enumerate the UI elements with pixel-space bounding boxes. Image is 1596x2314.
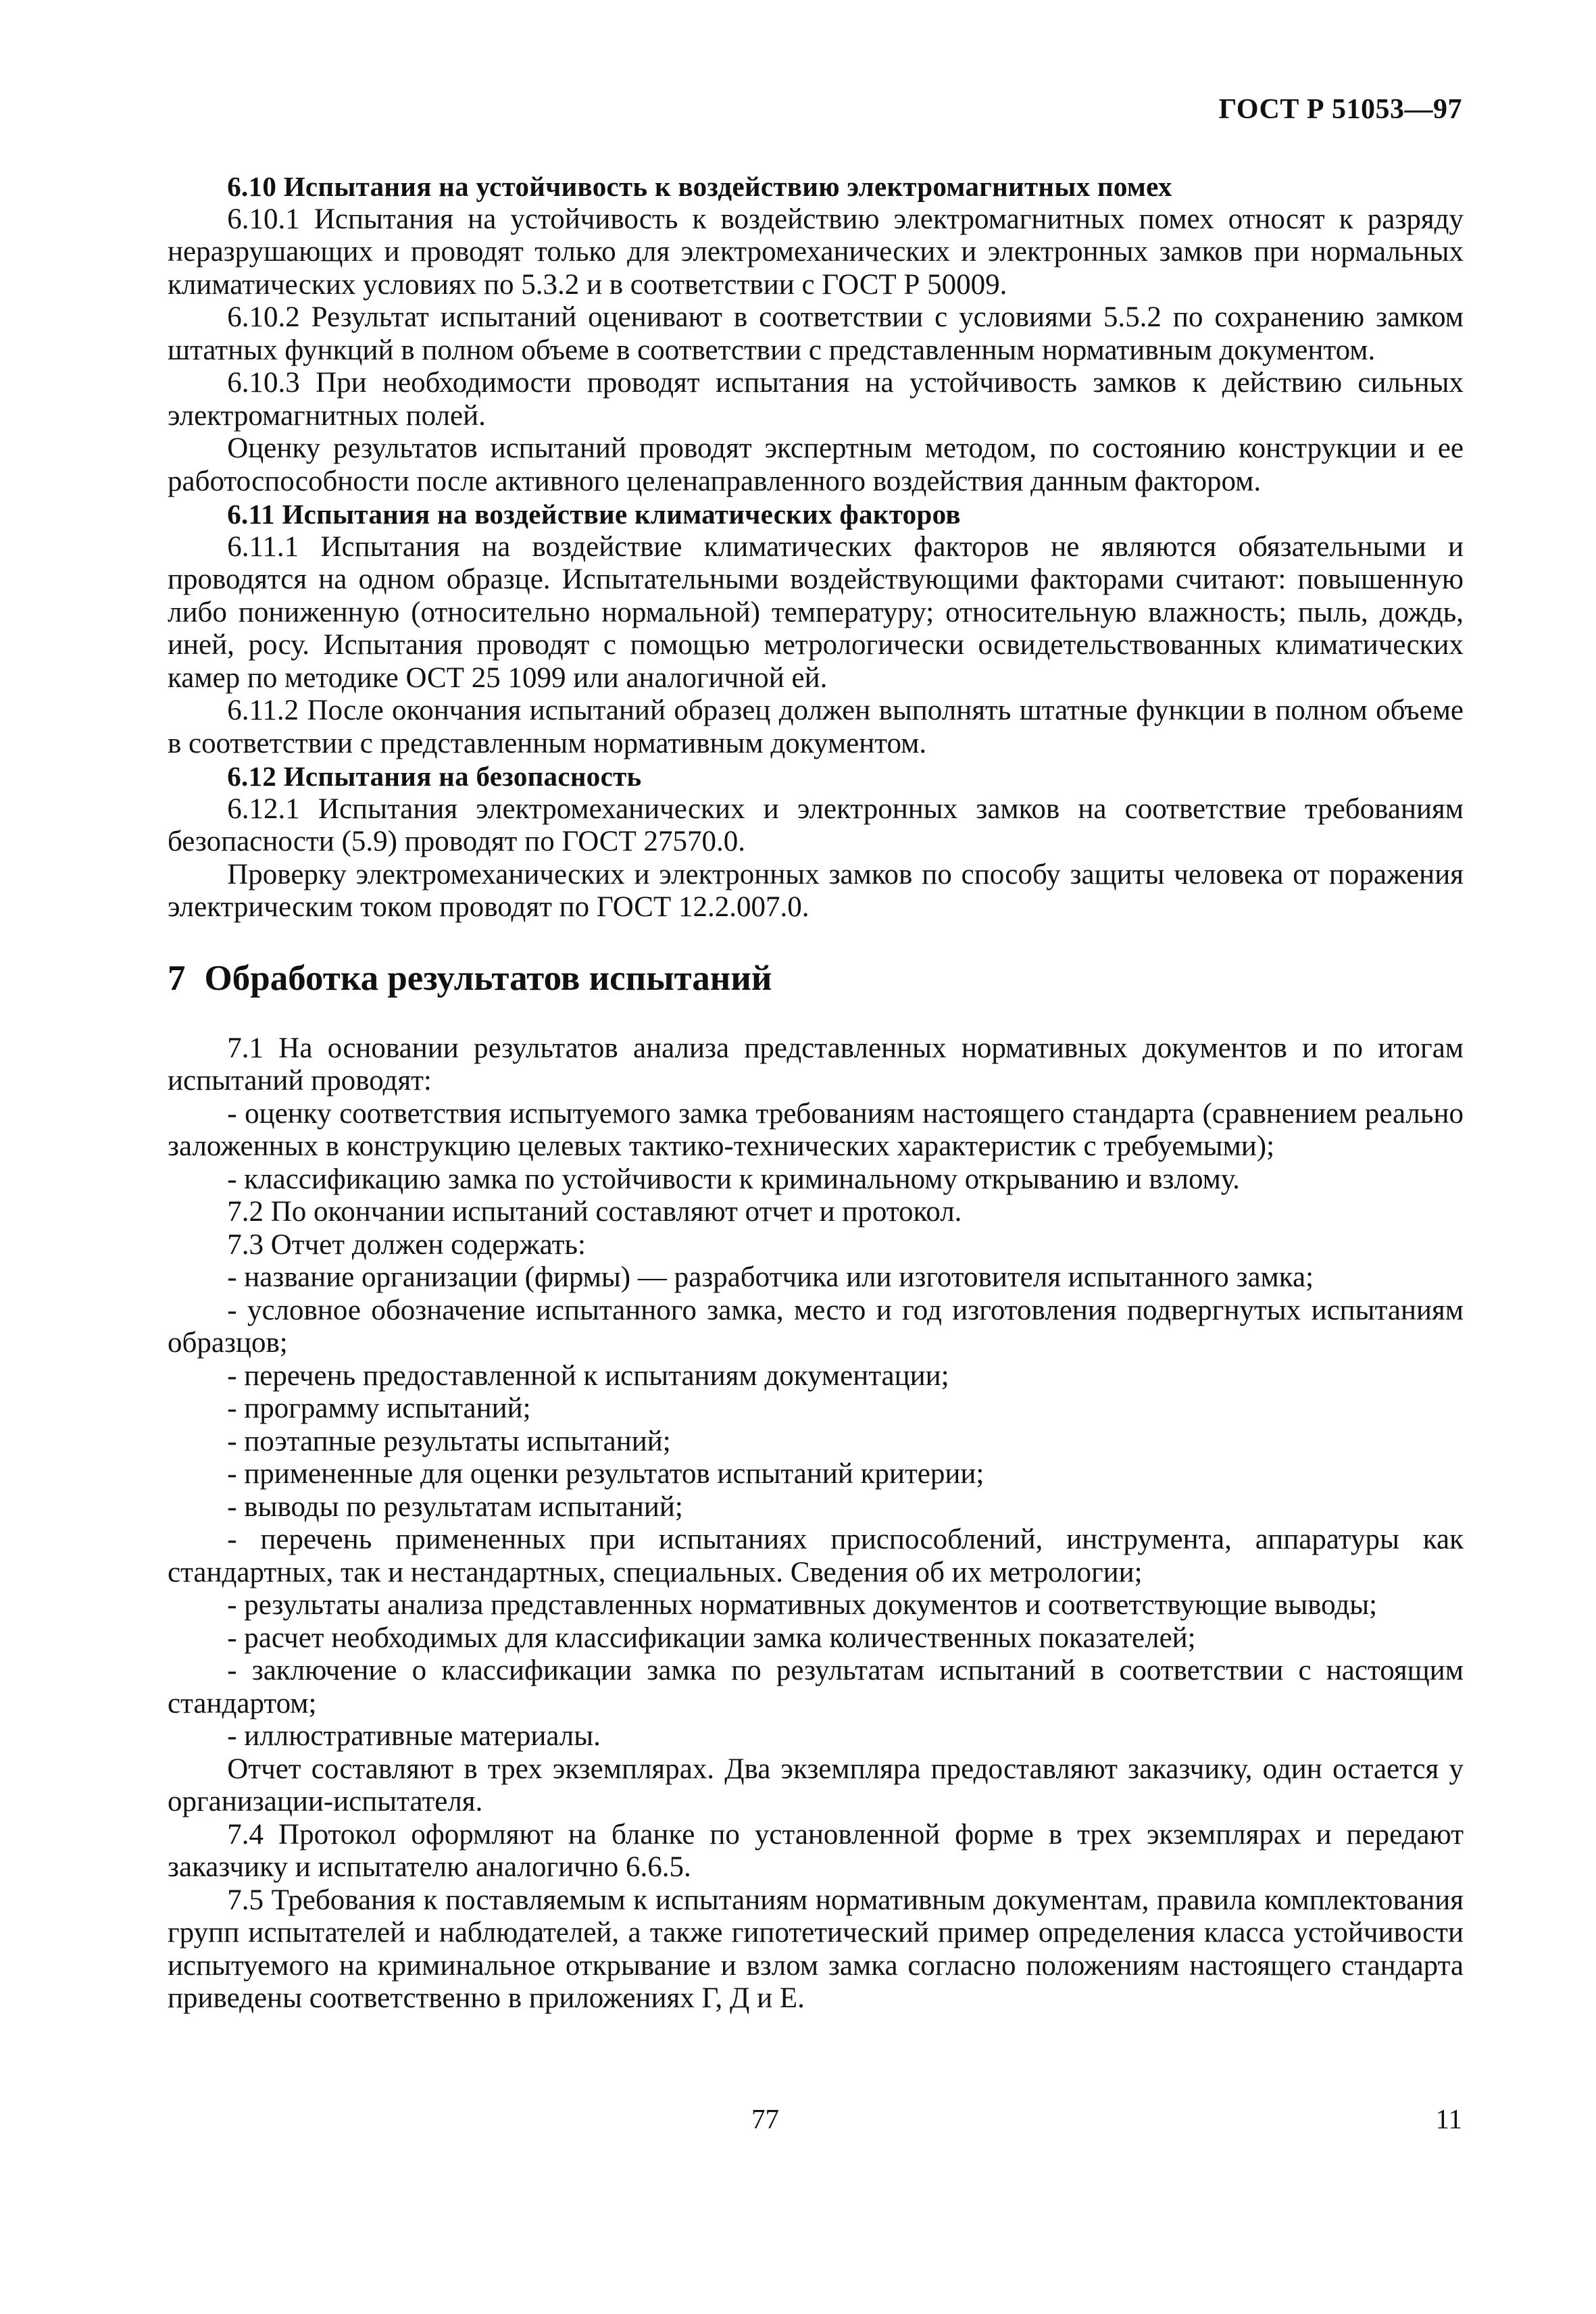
- paragraph-7-4: 7.4 Протокол оформляют на бланке по установленной форме в трех экземплярах и передают заказчику и испытателю аналогично 6.6.5.: [168, 1818, 1464, 1883]
- paragraph-6-10-2: 6.10.2 Результат испытаний оценивают в соответствии с условиями 5.5.2 по сохранению замком штатных функций в полном объеме в соответствии с представленным нормативным документом.: [168, 301, 1464, 366]
- list-item: - иллюстративные материалы.: [227, 1720, 601, 1752]
- paragraph-report-copies: Отчет составляют в трех экземплярах. Два экземпляра предоставляют заказчику, один остается у организации-испытателя.: [168, 1753, 1464, 1817]
- paragraph-7-5: 7.5 Требования к поставляемым к испытаниям нормативным документам, правила комплектования групп испытателей и наблюдателей, а также гипотетический пример определения класса устойчивости испытуемого на криминальное открывание и взлом замка согласно положениям настоящего стандарта приведены соответственно в приложениях Г, Д и Е.: [168, 1884, 1464, 2014]
- list-item: - поэтапные результаты испытаний;: [227, 1425, 671, 1457]
- section-title: Обработка результатов испытаний: [204, 958, 772, 998]
- list-item: - результаты анализа представленных нормативных документов и соответствующие выводы;: [227, 1589, 1378, 1621]
- paragraph-7-3: 7.3 Отчет должен содержать:: [227, 1228, 586, 1261]
- paragraph-6-10-assessment: Оценку результатов испытаний проводят экспертным методом, по состоянию конструкции и ее работоспособности после активного целенаправленного воздействия данным фактором.: [168, 432, 1464, 497]
- paragraph-6-12-1: 6.12.1 Испытания электромеханических и электронных замков на соответствие требованиям безопасности (5.9) проводят по ГОСТ 27570.0.: [168, 793, 1464, 857]
- page-number-right: 11: [1435, 2103, 1462, 2134]
- paragraph-6-12-check: Проверку электромеханических и электронных замков по способу защиты человека от поражения электрическим током проводят по ГОСТ 12.2.007.0.: [168, 858, 1464, 923]
- standard-code: ГОСТ Р 51053—97: [1218, 94, 1462, 125]
- section-heading-6-11: 6.11 Испытания на воздействие климатических факторов: [227, 499, 961, 530]
- list-item: - примененные для оценки результатов испытаний критерии;: [227, 1458, 984, 1490]
- paragraph-6-11-1: 6.11.1 Испытания на воздействие климатических факторов не являются обязательными и проводятся на одном образце. Испытательными воздействующими факторами считают: повышенную либо пониженную (относительно нормальной) температуру; относительную влажность; пыль, дождь, иней, росу. Испытания проводят с помощью метрологически освидетельствованных климатических камер по методике ОСТ 25 1099 или аналогичной ей.: [168, 530, 1464, 694]
- paragraph-7-2: 7.2 По окончании испытаний составляют отчет и протокол.: [227, 1196, 962, 1228]
- paragraph-6-11-2: 6.11.2 После окончания испытаний образец должен выполнять штатные функции в полном объеме в соответствии с представленным нормативным документом.: [168, 695, 1464, 759]
- list-item: - программу испытаний;: [227, 1392, 531, 1424]
- list-item: - название организации (фирмы) — разработчика или изготовителя испытанного замка;: [227, 1261, 1314, 1293]
- list-item: - оценку соответствия испытуемого замка требованиям настоящего стандарта (сравнением реально заложенных в конструкцию целевых тактико-технических характеристик с требуемыми);: [168, 1097, 1464, 1162]
- section-number: 7: [168, 958, 186, 998]
- list-item: - условное обозначение испытанного замка, место и год изготовления подвергнутых испытаниям образцов;: [168, 1294, 1464, 1359]
- list-item: - классификацию замка по устойчивости к криминальному открыванию и взлому.: [227, 1163, 1240, 1195]
- section-heading-7: [168, 958, 1464, 999]
- page-number-center: 77: [751, 2103, 779, 2134]
- section-heading-6-10: 6.10 Испытания на устойчивость к воздействию электромагнитных помех: [227, 171, 1172, 202]
- list-item: - заключение о классификации замка по результатам испытаний в соответствии с настоящим стандартом;: [168, 1655, 1464, 1719]
- list-item: - выводы по результатам испытаний;: [227, 1490, 683, 1523]
- paragraph-7-1: 7.1 На основании результатов анализа представленных нормативных документов и по итогам испытаний проводят:: [168, 1032, 1464, 1097]
- paragraph-6-10-3: 6.10.3 При необходимости проводят испытания на устойчивость замков к действию сильных электромагнитных полей.: [168, 367, 1464, 432]
- list-item: - перечень предоставленной к испытаниям документации;: [227, 1359, 949, 1392]
- section-heading-6-12: 6.12 Испытания на безопасность: [227, 761, 642, 792]
- paragraph-6-10-1: 6.10.1 Испытания на устойчивость к воздействию электромагнитных помех относят к разряду неразрушающих и проводят только для электромеханических и электронных замков при нормальных климатических условиях по 5.3.2 и в соответствии с ГОСТ Р 50009.: [168, 203, 1464, 301]
- list-item: - перечень примененных при испытаниях приспособлений, инструмента, аппаратуры как стандартных, так и нестандартных, специальных. Сведения об их метрологии;: [168, 1524, 1464, 1588]
- list-item: - расчет необходимых для классификации замка количественных показателей;: [227, 1621, 1196, 1654]
- page-content: [168, 170, 1464, 2015]
